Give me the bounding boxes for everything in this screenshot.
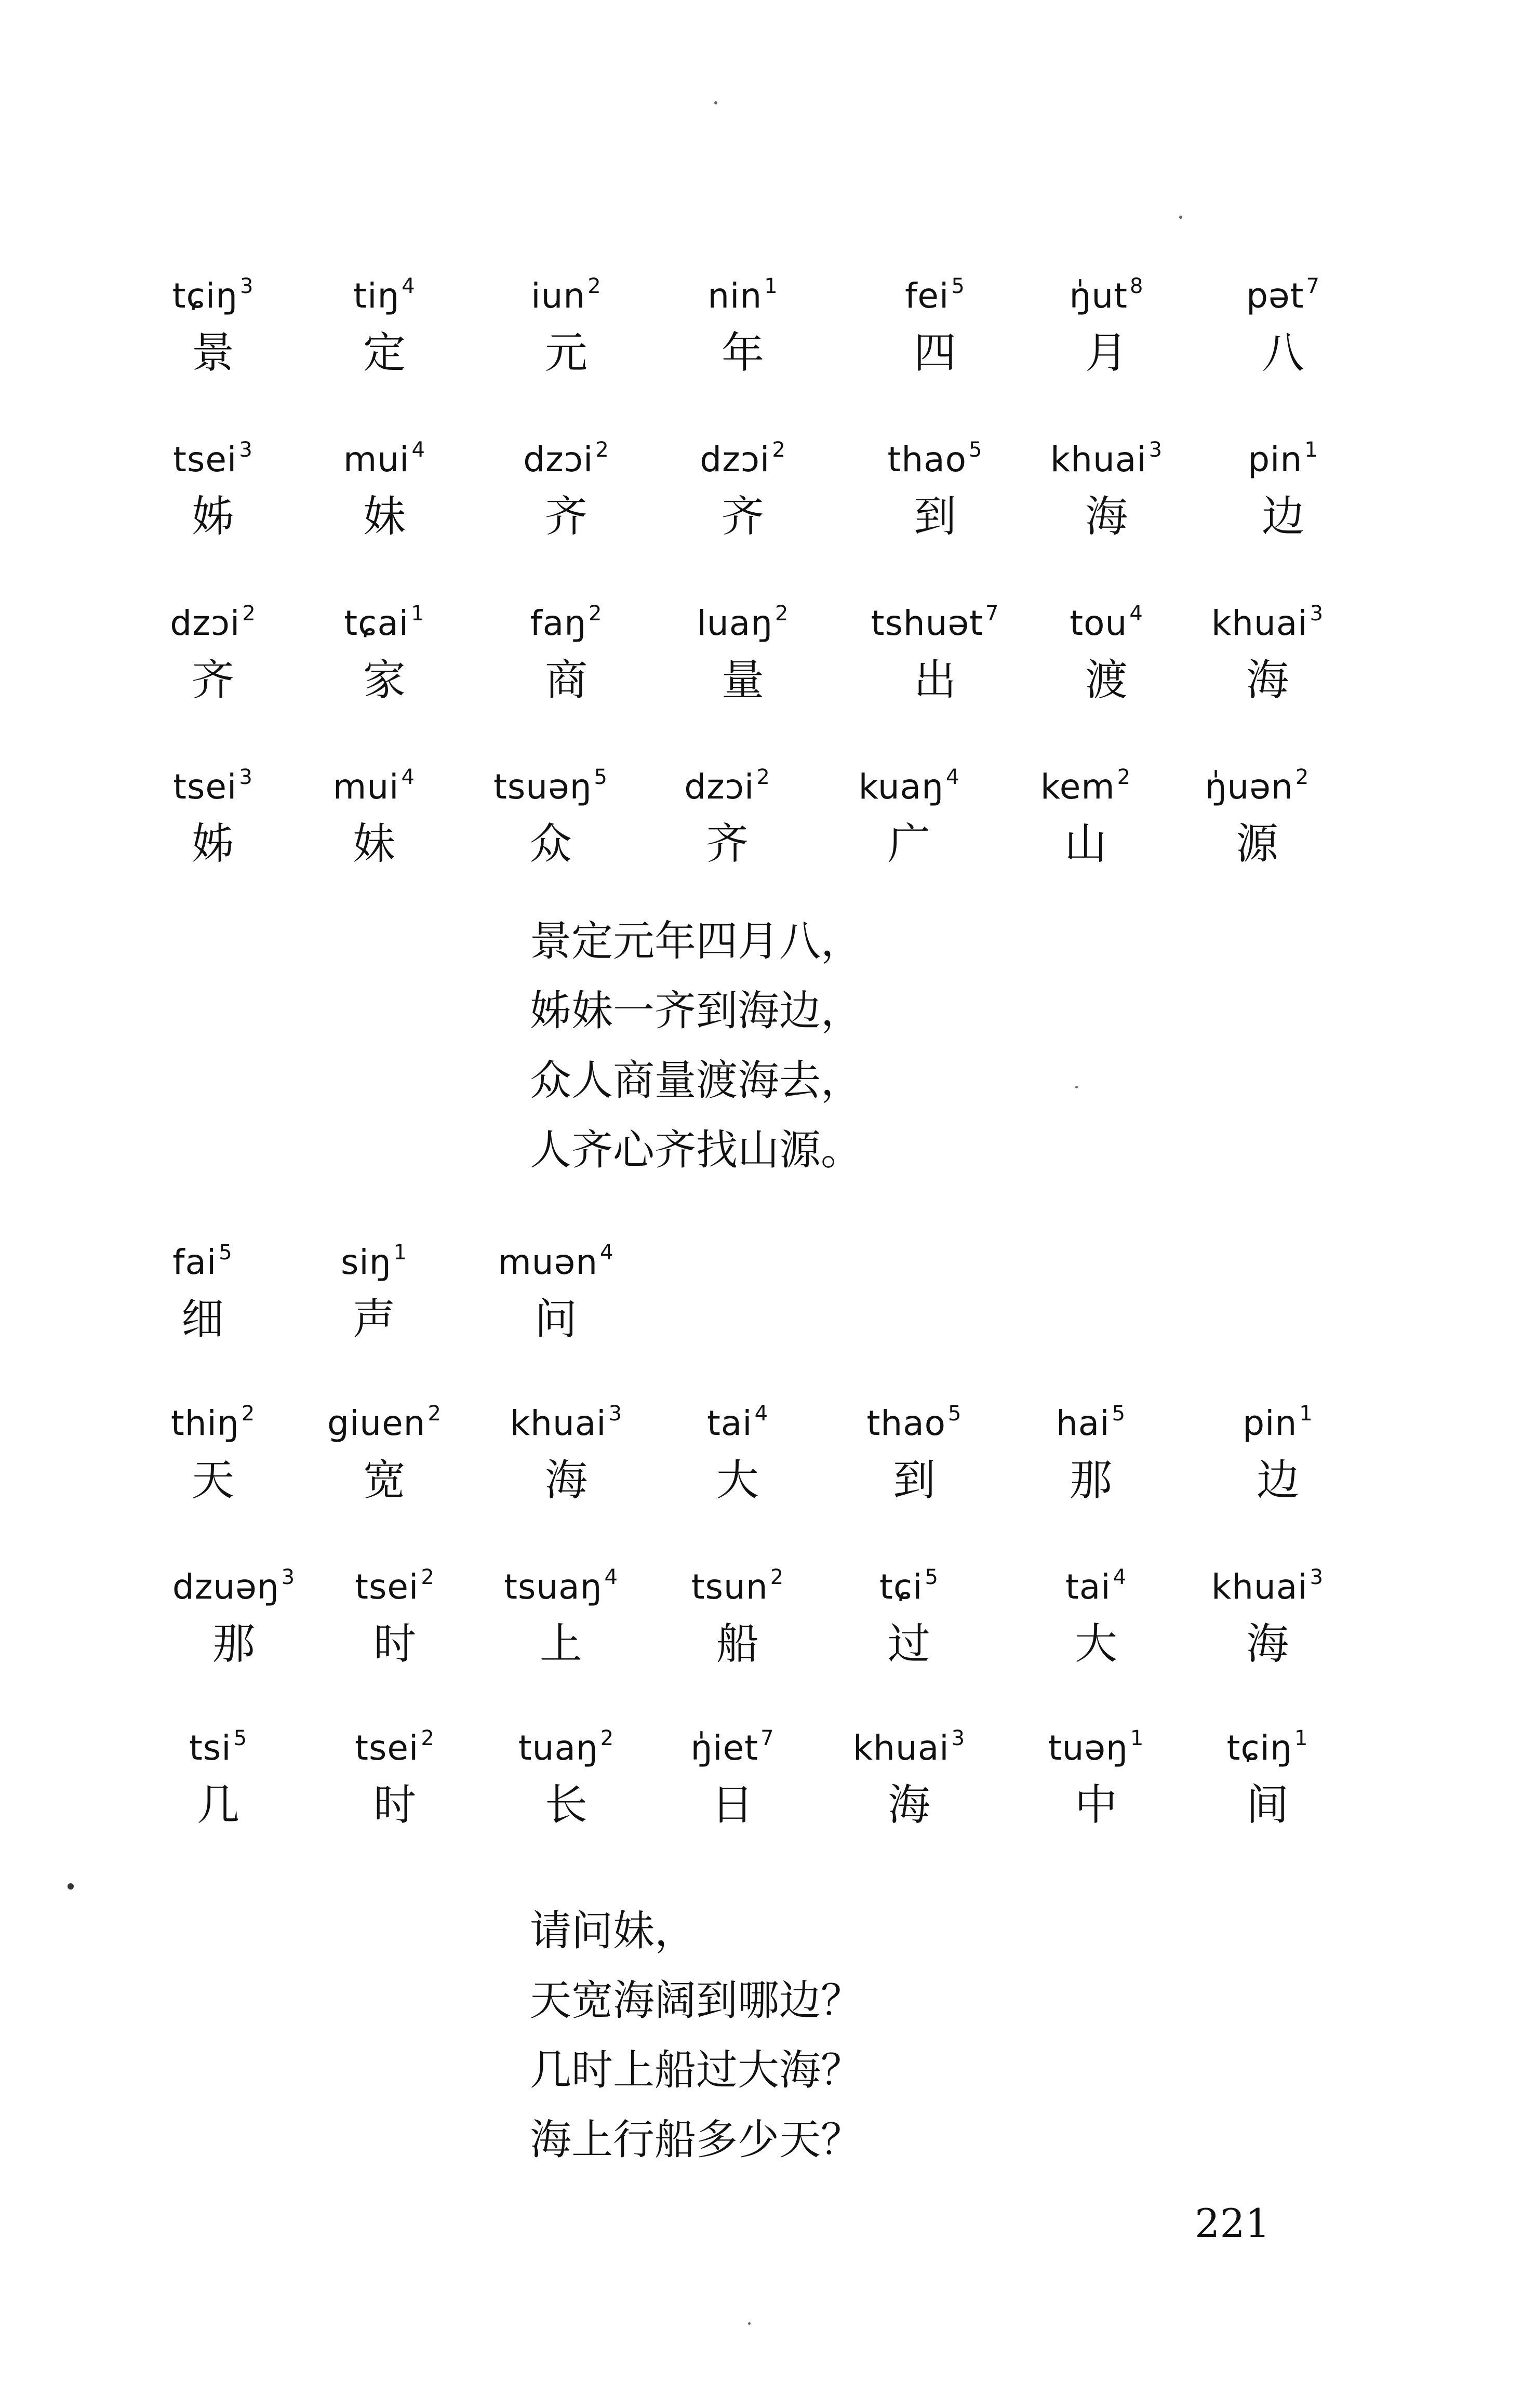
tone-number: 2 bbox=[595, 438, 609, 462]
word-column bbox=[644, 1722, 821, 1837]
tone-number: 4 bbox=[401, 765, 415, 789]
chinese-character: 边 bbox=[1261, 492, 1304, 541]
romanization: khuai $^3$ bbox=[1050, 438, 1163, 480]
verse-line: 人齐心齐找山源。 bbox=[530, 1126, 862, 1174]
tone-number: 3 bbox=[1310, 1565, 1324, 1589]
romanization: tɕai $^1$ bbox=[344, 602, 425, 643]
interlinear-row bbox=[0, 270, 1536, 378]
romanization: tsei $^3$ bbox=[173, 438, 253, 480]
chinese-character: 日 bbox=[711, 1780, 754, 1830]
romanization: faŋ $^2$ bbox=[530, 602, 603, 643]
verse-translation bbox=[530, 1896, 1257, 2175]
word-column bbox=[125, 597, 301, 712]
word-column bbox=[821, 1722, 997, 1837]
tone-number: 3 bbox=[239, 765, 253, 789]
romanization: giuen $^2$ bbox=[327, 1402, 442, 1443]
word-column bbox=[649, 1398, 826, 1512]
chinese-character: 妹 bbox=[352, 819, 395, 869]
word-column bbox=[1018, 597, 1195, 712]
word-column bbox=[821, 1561, 997, 1675]
romanization: dzuəŋ $^3$ bbox=[172, 1565, 296, 1607]
chinese-character: 渡 bbox=[1085, 656, 1128, 705]
word-column bbox=[296, 597, 473, 712]
tone-number: 2 bbox=[241, 1402, 256, 1426]
tone-number: 2 bbox=[428, 1402, 442, 1426]
verse-line: 海上行船多少天？ bbox=[530, 2116, 862, 2164]
word-column bbox=[847, 434, 1023, 548]
word-column bbox=[1169, 761, 1345, 875]
interlinear-row bbox=[0, 1236, 1536, 1344]
romanization: khuai $^3$ bbox=[1211, 1565, 1324, 1607]
chinese-character: 大 bbox=[1074, 1619, 1117, 1669]
verse-line: 请问妹， bbox=[530, 1907, 696, 1955]
romanization: thao $^5$ bbox=[866, 1402, 962, 1443]
romanization: thao $^5$ bbox=[887, 438, 983, 480]
tone-number: 7 bbox=[760, 1726, 774, 1750]
word-column bbox=[296, 434, 473, 548]
chinese-character: 景 bbox=[191, 328, 234, 378]
chinese-character: 齐 bbox=[191, 656, 234, 705]
word-column bbox=[1018, 434, 1195, 548]
word-column bbox=[286, 1236, 462, 1351]
romanization: dzɔi $^2$ bbox=[170, 602, 256, 643]
tone-number: 4 bbox=[754, 1402, 769, 1426]
romanization: tai $^4$ bbox=[706, 1402, 769, 1443]
interlinear-row bbox=[0, 1561, 1536, 1669]
chinese-character: 年 bbox=[721, 328, 764, 378]
chinese-character: 海 bbox=[544, 1456, 587, 1505]
tone-number: 4 bbox=[402, 274, 416, 298]
romanization: pin $^1$ bbox=[1243, 1402, 1313, 1443]
chinese-character: 时 bbox=[373, 1619, 416, 1669]
chinese-character: 几 bbox=[196, 1780, 239, 1830]
word-column bbox=[296, 270, 473, 384]
word-column bbox=[478, 597, 655, 712]
tone-number: 2 bbox=[589, 602, 603, 626]
tone-number: 4 bbox=[411, 438, 425, 462]
word-column bbox=[478, 1398, 655, 1512]
tone-number: 1 bbox=[1304, 438, 1318, 462]
tone-number: 5 bbox=[594, 765, 608, 789]
chinese-character: 声 bbox=[352, 1295, 395, 1344]
romanization: tsi $^5$ bbox=[189, 1726, 248, 1768]
word-column bbox=[296, 1398, 473, 1512]
chinese-character: 中 bbox=[1074, 1780, 1117, 1830]
romanization: tsuaŋ $^4$ bbox=[504, 1565, 618, 1607]
word-column bbox=[655, 597, 831, 712]
interlinear-row bbox=[0, 1722, 1536, 1830]
romanization: pət $^7$ bbox=[1246, 274, 1320, 316]
chinese-character: 元 bbox=[544, 328, 587, 378]
word-column bbox=[649, 1561, 826, 1675]
verse-line: 天宽海阔到哪边？ bbox=[530, 1976, 862, 2025]
chinese-character: 海 bbox=[1246, 656, 1289, 705]
romanization: tuəŋ $^1$ bbox=[1048, 1726, 1144, 1768]
chinese-character: 月 bbox=[1085, 328, 1128, 378]
romanization: pin $^1$ bbox=[1248, 438, 1318, 480]
tone-number: 1 bbox=[1130, 1726, 1144, 1750]
word-column bbox=[125, 270, 301, 384]
romanization: tshuət $^7$ bbox=[871, 602, 999, 643]
tone-number: 2 bbox=[600, 1726, 615, 1750]
chinese-character: 出 bbox=[913, 656, 956, 705]
tone-number: 2 bbox=[1117, 765, 1131, 789]
tone-number: 2 bbox=[421, 1565, 435, 1589]
word-column bbox=[473, 1561, 649, 1675]
chinese-character: 边 bbox=[1256, 1456, 1299, 1505]
word-column bbox=[847, 597, 1023, 712]
word-column bbox=[478, 434, 655, 548]
romanization: nin $^1$ bbox=[707, 274, 778, 316]
tone-number: 5 bbox=[951, 274, 965, 298]
chinese-character: 长 bbox=[544, 1780, 587, 1830]
chinese-character: 众 bbox=[529, 819, 572, 869]
word-column bbox=[655, 270, 831, 384]
interlinear-row bbox=[0, 1398, 1536, 1505]
word-column bbox=[478, 270, 655, 384]
tone-number: 1 bbox=[764, 274, 778, 298]
romanization: iun $^2$ bbox=[531, 274, 602, 316]
interlinear-row bbox=[0, 597, 1536, 705]
page-number: 221 bbox=[1195, 2200, 1271, 2246]
romanization: khuai $^3$ bbox=[510, 1402, 623, 1443]
word-column bbox=[125, 761, 301, 875]
word-column bbox=[125, 434, 301, 548]
word-column bbox=[1018, 270, 1195, 384]
word-column bbox=[639, 761, 816, 875]
chinese-character: 间 bbox=[1246, 1780, 1289, 1830]
verse-line: 几时上船过大海？ bbox=[530, 2046, 862, 2094]
tone-number: 5 bbox=[1112, 1402, 1126, 1426]
tone-number: 2 bbox=[772, 438, 786, 462]
romanization: tiŋ $^4$ bbox=[353, 274, 416, 316]
chinese-character: 那 bbox=[212, 1619, 255, 1669]
word-column bbox=[1179, 1561, 1356, 1675]
chinese-character: 宽 bbox=[363, 1456, 406, 1505]
chinese-character: 齐 bbox=[705, 819, 749, 869]
tone-number: 2 bbox=[770, 1565, 784, 1589]
chinese-character: 妹 bbox=[363, 492, 406, 541]
word-column bbox=[1179, 597, 1356, 712]
romanization: dzɔi $^2$ bbox=[700, 438, 786, 480]
tone-number: 4 bbox=[945, 765, 960, 789]
chinese-character: 商 bbox=[544, 656, 587, 705]
word-column bbox=[1003, 1398, 1179, 1512]
chinese-character: 八 bbox=[1261, 328, 1304, 378]
chinese-character: 四 bbox=[913, 328, 956, 378]
verse-translation bbox=[530, 907, 1257, 1185]
word-column bbox=[1008, 1722, 1184, 1837]
romanization: hai $^5$ bbox=[1056, 1402, 1126, 1443]
word-column bbox=[125, 1398, 301, 1512]
word-column bbox=[1179, 1722, 1356, 1837]
tone-number: 5 bbox=[233, 1726, 248, 1750]
chinese-character: 齐 bbox=[544, 492, 587, 541]
romanization: siŋ $^1$ bbox=[340, 1241, 407, 1282]
word-column bbox=[306, 1561, 483, 1675]
tone-number: 1 bbox=[393, 1241, 407, 1265]
tone-number: 4 bbox=[1129, 602, 1143, 626]
tone-number: 2 bbox=[421, 1726, 435, 1750]
verse-line: 众人商量渡海去， bbox=[530, 1056, 862, 1105]
scan-speck bbox=[1075, 1086, 1078, 1088]
tone-number: 5 bbox=[219, 1241, 233, 1265]
tone-number: 2 bbox=[756, 765, 770, 789]
word-column bbox=[306, 1722, 483, 1837]
tone-number: 7 bbox=[1306, 274, 1320, 298]
romanization: ŋ̍ut $^8$ bbox=[1069, 274, 1144, 316]
tone-number: 3 bbox=[951, 1726, 966, 1750]
romanization: tsei $^2$ bbox=[355, 1565, 435, 1607]
word-column bbox=[145, 1561, 322, 1675]
romanization: ŋ̍iet $^7$ bbox=[690, 1726, 774, 1768]
word-column bbox=[997, 761, 1174, 875]
tone-number: 7 bbox=[985, 602, 999, 626]
romanization: tɕi $^5$ bbox=[879, 1565, 939, 1607]
chinese-character: 到 bbox=[892, 1456, 936, 1505]
chinese-character: 细 bbox=[181, 1295, 224, 1344]
romanization: khuai $^3$ bbox=[1211, 602, 1324, 643]
tone-number: 4 bbox=[604, 1565, 618, 1589]
word-column bbox=[286, 761, 462, 875]
romanization: mui $^4$ bbox=[343, 438, 425, 480]
word-column bbox=[1195, 270, 1371, 384]
romanization: tsun $^2$ bbox=[691, 1565, 784, 1607]
chinese-character: 大 bbox=[716, 1456, 759, 1505]
chinese-character: 海 bbox=[887, 1780, 930, 1830]
tone-number: 3 bbox=[239, 274, 254, 298]
romanization: khuai $^3$ bbox=[852, 1726, 966, 1768]
interlinear-row bbox=[0, 761, 1536, 869]
romanization: kuaŋ $^4$ bbox=[858, 765, 960, 807]
romanization: kem $^2$ bbox=[1040, 765, 1131, 807]
romanization: thiŋ $^2$ bbox=[170, 1402, 256, 1443]
tone-number: 5 bbox=[925, 1565, 939, 1589]
tone-number: 5 bbox=[969, 438, 983, 462]
verse-line: 姊妹一齐到海边， bbox=[530, 987, 862, 1035]
tone-number: 3 bbox=[1310, 602, 1324, 626]
romanization: tɕiŋ $^3$ bbox=[172, 274, 254, 316]
word-column bbox=[468, 1236, 644, 1351]
word-column bbox=[1008, 1561, 1184, 1675]
tone-number: 1 bbox=[1299, 1402, 1313, 1426]
chinese-character: 源 bbox=[1235, 819, 1278, 869]
chinese-character: 到 bbox=[913, 492, 956, 541]
chinese-character: 海 bbox=[1246, 1619, 1289, 1669]
chinese-character: 过 bbox=[887, 1619, 930, 1669]
word-column bbox=[1195, 434, 1371, 548]
word-column bbox=[847, 270, 1023, 384]
interlinear-row bbox=[0, 434, 1536, 541]
romanization: tsuəŋ $^5$ bbox=[493, 765, 608, 807]
romanization: luaŋ $^2$ bbox=[697, 602, 789, 643]
chinese-character: 家 bbox=[363, 656, 406, 705]
tone-number: 2 bbox=[587, 274, 602, 298]
romanization: fai $^5$ bbox=[172, 1241, 233, 1282]
word-column bbox=[821, 761, 997, 875]
chinese-character: 姊 bbox=[191, 819, 234, 869]
tone-number: 4 bbox=[1113, 1565, 1127, 1589]
romanization: tsei $^3$ bbox=[173, 765, 253, 807]
scan-speck bbox=[1179, 216, 1182, 219]
chinese-character: 广 bbox=[887, 819, 930, 869]
tone-number: 3 bbox=[608, 1402, 623, 1426]
word-column bbox=[1190, 1398, 1366, 1512]
chinese-character: 姊 bbox=[191, 492, 234, 541]
chinese-character: 定 bbox=[363, 328, 406, 378]
tone-number: 5 bbox=[948, 1402, 962, 1426]
tone-number: 8 bbox=[1130, 274, 1144, 298]
tone-number: 3 bbox=[239, 438, 253, 462]
romanization: muən $^4$ bbox=[498, 1241, 614, 1282]
tone-number: 2 bbox=[775, 602, 789, 626]
chinese-character: 齐 bbox=[721, 492, 764, 541]
romanization: tsei $^2$ bbox=[355, 1726, 435, 1768]
romanization: dzɔi $^2$ bbox=[684, 765, 770, 807]
romanization: tai $^4$ bbox=[1065, 1565, 1127, 1607]
chinese-character: 山 bbox=[1064, 819, 1107, 869]
word-column bbox=[130, 1722, 306, 1837]
chinese-character: 问 bbox=[534, 1295, 577, 1344]
chinese-character: 那 bbox=[1069, 1456, 1112, 1505]
tone-number: 2 bbox=[242, 602, 256, 626]
romanization: ŋ̍uən $^2$ bbox=[1205, 765, 1310, 807]
chinese-character: 天 bbox=[191, 1456, 234, 1505]
romanization: dzɔi $^2$ bbox=[523, 438, 609, 480]
word-column bbox=[478, 1722, 655, 1837]
word-column bbox=[462, 761, 639, 875]
romanization: mui $^4$ bbox=[333, 765, 415, 807]
romanization: tɕiŋ $^1$ bbox=[1226, 1726, 1308, 1768]
chinese-character: 上 bbox=[539, 1619, 582, 1669]
chinese-character: 海 bbox=[1085, 492, 1128, 541]
romanization: tuaŋ $^2$ bbox=[518, 1726, 615, 1768]
tone-number: 1 bbox=[411, 602, 425, 626]
chinese-character: 时 bbox=[373, 1780, 416, 1830]
tone-number: 1 bbox=[1294, 1726, 1308, 1750]
tone-number: 4 bbox=[600, 1241, 614, 1265]
scan-speck bbox=[68, 1883, 74, 1890]
verse-line: 景定元年四月八， bbox=[530, 917, 862, 965]
tone-number: 3 bbox=[1148, 438, 1163, 462]
romanization: tou $^4$ bbox=[1070, 602, 1143, 643]
tone-number: 2 bbox=[1295, 765, 1310, 789]
chinese-character: 量 bbox=[721, 656, 764, 705]
chinese-character: 船 bbox=[716, 1619, 759, 1669]
romanization: fei $^5$ bbox=[905, 274, 965, 316]
word-column bbox=[114, 1236, 291, 1351]
scan-speck bbox=[714, 101, 717, 104]
word-column bbox=[826, 1398, 1003, 1512]
tone-number: 3 bbox=[281, 1565, 296, 1589]
scan-speck bbox=[748, 2322, 751, 2325]
word-column bbox=[655, 434, 831, 548]
